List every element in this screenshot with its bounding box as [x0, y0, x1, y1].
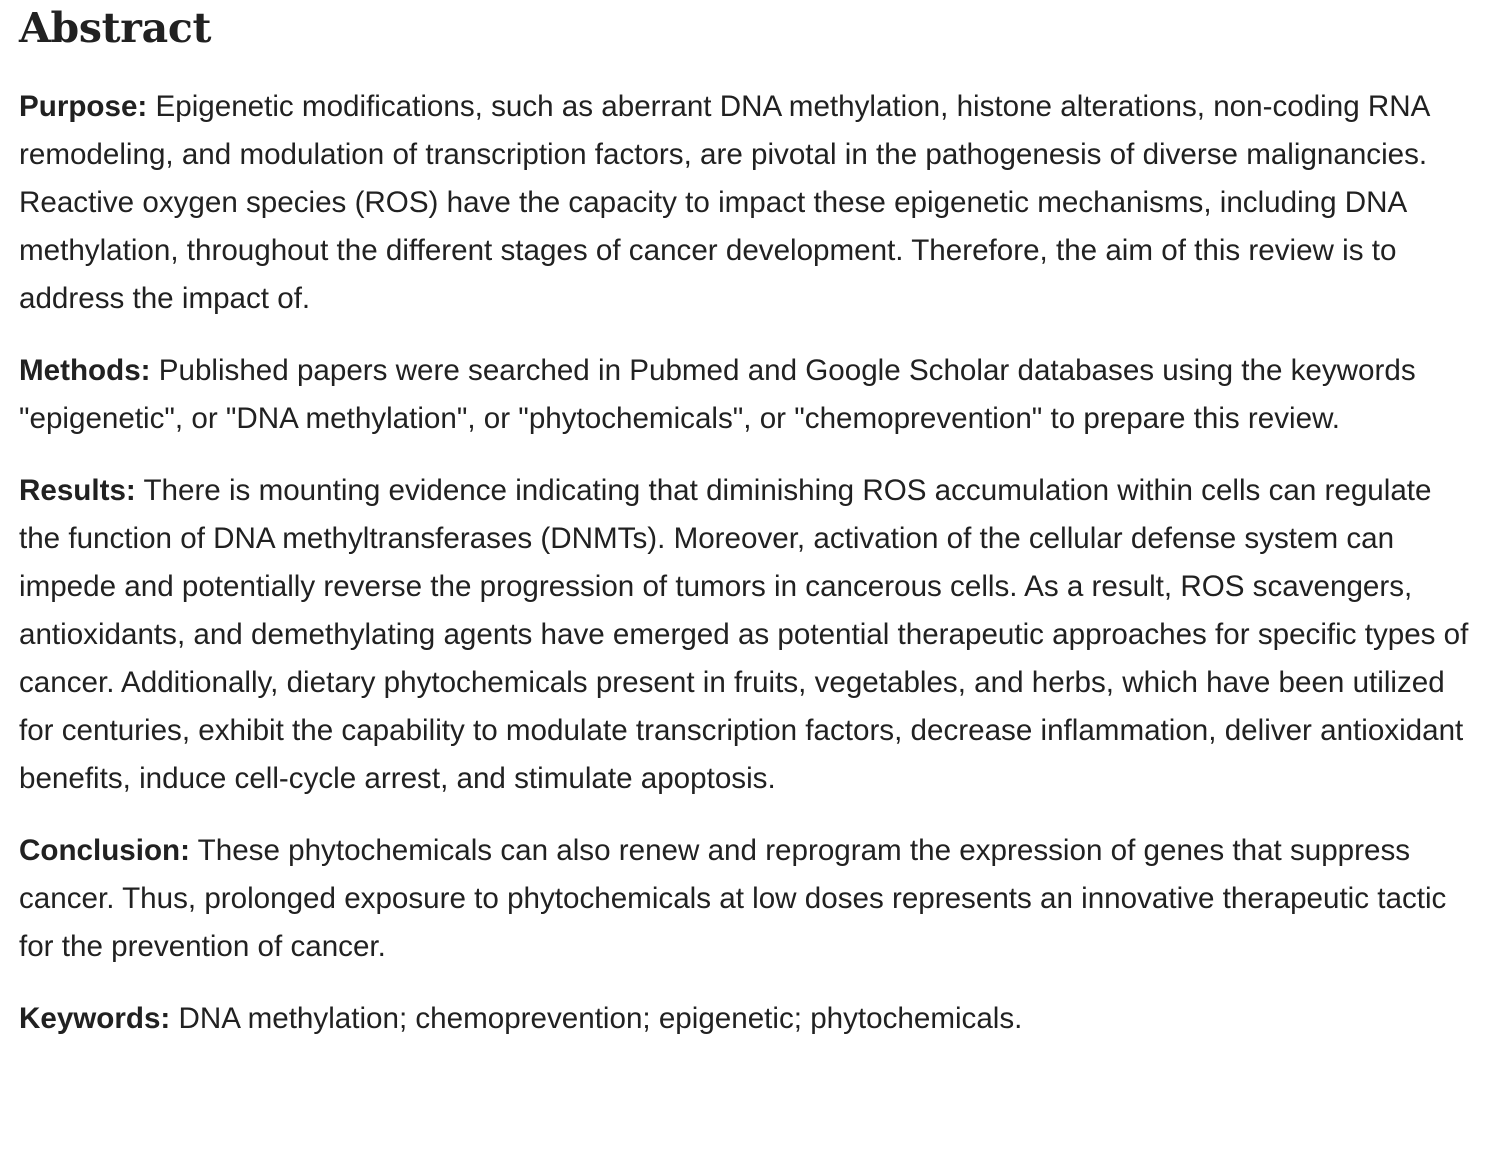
conclusion-label: Conclusion: — [19, 834, 190, 867]
conclusion-text: These phytochemicals can also renew and reprogram the expression of genes that suppress cancer. Thus, prolonged exposure to phytochemicals at low doses represents an innovative therapeutic tactic for the prevention of cancer. — [19, 834, 1447, 963]
methods-text: Published papers were searched in Pubmed and Google Scholar databases using the keywords "epigenetic", or "DNA methylation", or "phytochemicals", or "chemoprevention" to prepare this review. — [19, 354, 1416, 435]
purpose-label: Purpose: — [19, 90, 148, 123]
abstract-section — [0, 2, 1494, 1043]
results-label: Results: — [19, 474, 136, 507]
methods-paragraph — [19, 347, 1469, 443]
abstract-heading: Abstract — [19, 4, 212, 52]
results-paragraph — [19, 467, 1469, 803]
purpose-paragraph — [19, 83, 1469, 323]
conclusion-paragraph — [19, 827, 1469, 971]
methods-label: Methods: — [19, 354, 151, 387]
results-text: There is mounting evidence indicating that diminishing ROS accumulation within cells can regulate the function of DNA methyltransferases (DNMTs). Moreover, activation of the cellular defense system can impede and potentially reverse the progression of tumors in cancerous cells. As a result, ROS scavengers, antioxidants, and demethylating agents have emerged as potential therapeutic approaches for specific types of cancer. Additionally, dietary phytochemicals present in fruits, vegetables, and herbs, which have been utilized for centuries, exhibit the capability to modulate transcription factors, decrease inflammation, deliver antioxidant benefits, induce cell-cycle arrest, and stimulate apoptosis. — [19, 474, 1469, 795]
purpose-text: Epigenetic modifications, such as aberrant DNA methylation, histone alterations, non-coding RNA remodeling, and modulation of transcription factors, are pivotal in the pathogenesis of diverse malignancies. Reactive oxygen species (ROS) have the capacity to impact these epigenetic mechanisms, including DNA methylation, throughout the different stages of cancer development. Therefore, the aim of this review is to address the impact of. — [19, 90, 1429, 315]
keywords-text: DNA methylation; chemoprevention; epigenetic; phytochemicals. — [178, 1002, 1023, 1035]
keywords-label: Keywords: — [19, 1002, 171, 1035]
keywords-paragraph — [19, 995, 1469, 1043]
